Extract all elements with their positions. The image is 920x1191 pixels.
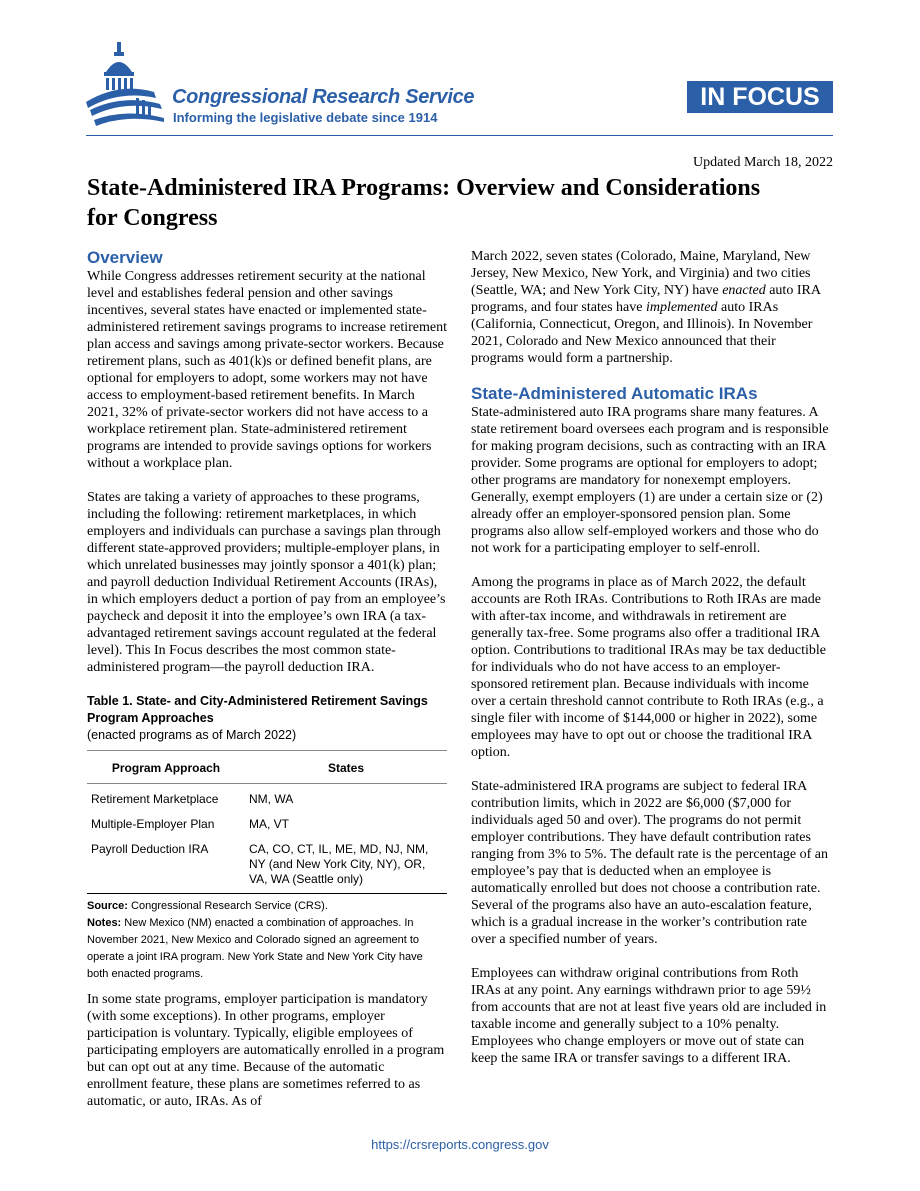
auto-ira-paragraph-3: State-administered IRA programs are subject to federal IRA contribution limits, which in 2022 are $6,000 ($7,000 for individuals aged 50 and over). The programs do not permit employer contributions. They have default contribution rates ranging from 3% to 5%. The default rate is the percentage of an employee’s pay that is deducted when an employee is automatically enrolled but does not choose a contribution rate. Several of the programs also have an auto-escalation feature, which is a gradual increase in the worker’s contribution rate over a specified number of years. [471,779,828,947]
auto-ira-paragraph-4: Employees can withdraw original contributions from Roth IRAs at any point. Any earnings withdrawn prior to age 59½ from accounts that are not at least five years old are included in taxable income and generally subject to a 10% penalty. Employees who change employers or move out of state can keep the same IRA or transfer savings to a different IRA. [471,966,827,1066]
table-cell: Payroll Deduction IRA [87,834,245,894]
table-caption: Table 1. State- and City-Administered Retirement Savings Program Approaches [87,694,428,725]
program-approach-table [87,750,447,894]
table-header-states: States [245,751,447,784]
emphasis-implemented: implemented [645,300,718,315]
table-row [87,784,447,810]
table-row [87,834,447,894]
overview-paragraph-1: While Congress addresses retirement security at the national level and establishes federal pension and other savings incentives, several states have enacted or implemented state-administered retirement savings programs to increase retirement plan access and savings among private-sector workers. Because retirement plans, such as 401(k)s or defined benefit plans, are optional for employers to adopt, some workers may not have access to employment-based retirement benefits. In March 2021, 32% of private-sector workers did not have access to a workplace retirement plan. State-administered retirement programs are intended to provide savings options for workers without a workplace plan. [87,269,447,471]
auto-ira-paragraph-2: Among the programs in place as of March 2022, the default accounts are Roth IRAs. Contributions to Roth IRAs are made with after-tax income, and withdrawals in retirement are generally tax-free. Some programs also offer a traditional IRA option. Contributions to traditional IRAs may be tax deductible for individuals who do not have access to an employer-sponsored retirement plan. Because individuals with income over a certain threshold cannot contribute to Roth IRAs (e.g., a single filer with income of $144,000 or higher in 2022), some employees may have to opt out or choose the traditional IRA option. [471,575,827,760]
table-cell: NM, WA [249,792,294,806]
table-notes [87,898,447,983]
continued-text-c: auto IRAs (California, Connecticut, Oregon, and Illinois). In November 2021, Colorado and New Mexico announced that their programs would form a partnership. [471,300,813,366]
in-focus-badge: IN FOCUS [687,81,833,113]
table-notes-text [87,915,447,983]
overview-paragraph-2: States are taking a variety of approaches to these programs, including the following: retirement marketplaces, in which employers and individuals can purchase a savings plan through different state-approved providers; multiple-employer plans, in which unrelated businesses may jointly sponsor a 401(k) plan; and payroll deduction Individual Retirement Accounts (IRAs), in which employers deduct a portion of pay from an employee’s paycheck and deposit it into the employee’s own IRA (a tax-advantaged retirement savings account regulated at the federal level). This In Focus describes the most common state-administered program—the payroll deduction IRA. [87,490,446,675]
table-cell: Retirement Marketplace [91,792,219,806]
emphasis-enacted: enacted [722,283,766,298]
section-heading-overview: Overview [87,248,163,267]
org-tagline: Informing the legislative debate since 1914 [173,110,438,125]
header-divider [86,135,833,136]
table-cell: CA, CO, CT, IL, ME, MD, NJ, NM, NY (and New York City, NY), OR, VA, WA (Seattle only) [245,834,447,894]
table-source [87,898,447,915]
footer-url[interactable]: https://crsreports.congress.gov [371,1137,549,1152]
table-subcaption: (enacted programs as of March 2022) [87,728,297,742]
left-column [87,248,447,1127]
auto-ira-paragraph-1: State-administered auto IRA programs share many features. A state retirement board oversees each program and is responsible for making program decisions, such as contracting with an IRA provider. Some programs are optional for employers to adopt; other programs are mandatory for nonexempt employers. Generally, exempt employers (1) are under a certain size or (2) already offer an employer-sponsored pension plan. Some programs also allow self-employed workers and those who do not work for a participating employer to self-enroll. [471,405,829,556]
source-label: Source: [87,900,128,912]
continued-text-b: auto IRA programs, and four states have [471,283,821,315]
updated-date: Updated March 18, 2022 [693,155,833,170]
crs-capitol-logo [84,42,166,128]
continued-text-a: March 2022, seven states (Colorado, Maine, Maryland, New Jersey, New Mexico, New York, and Virginia) and two cities (Seattle, WA; and New York City, NY) have [471,249,811,298]
continued-paragraph [471,248,831,367]
table-row [87,809,447,834]
right-column [471,248,831,1084]
table-cell: MA, VT [249,817,290,831]
org-name: Congressional Research Service [172,86,475,108]
section-heading-automatic-iras: State-Administered Automatic IRAs [471,384,758,403]
left-tail-paragraph: In some state programs, employer participation is mandatory (with some exceptions). In other programs, employer participation is voluntary. Typically, eligible employees of participating employers are automatically enrolled in a program but can opt out at any time. Because of the automatic enrollment feature, these plans are sometimes referred to as automatic, or auto, IRAs. As of [87,992,445,1109]
notes-text: New Mexico (NM) enacted a combination of approaches. In November 2021, New Mexico and Colorado signed an agreement to operate a joint IRA program. New York State and New York City have both enacted programs. [87,917,423,980]
table-1 [87,693,447,983]
table-header-program-approach: Program Approach [87,751,245,784]
page-title: State-Administered IRA Programs: Overview and Considerations for Congress [87,175,761,231]
notes-label: Notes: [87,917,122,929]
table-cell: Multiple-Employer Plan [91,817,215,831]
source-text: Congressional Research Service (CRS). [131,900,328,912]
